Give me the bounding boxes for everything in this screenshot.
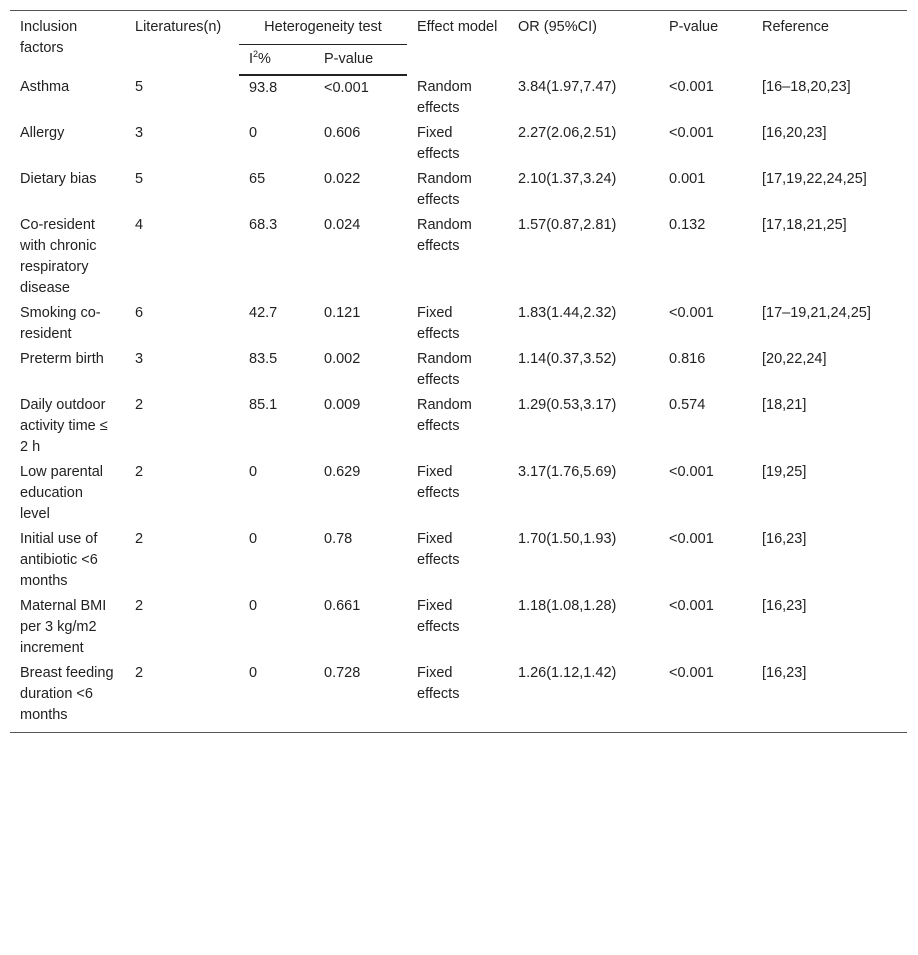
table-row bbox=[10, 460, 907, 527]
cell-effect-model: Fixed effects bbox=[417, 305, 460, 342]
cell-reference: [17–19,21,24,25] bbox=[762, 305, 871, 321]
cell-pvalue: <0.001 bbox=[669, 598, 714, 614]
cell-factor: Smoking co-resident bbox=[20, 305, 101, 342]
cell-effect-model: Fixed effects bbox=[417, 598, 460, 635]
cell-het-pvalue: 0.661 bbox=[324, 598, 361, 614]
header-reference: Reference bbox=[752, 11, 907, 76]
cell-het-pvalue: <0.001 bbox=[324, 80, 369, 96]
header-inclusion-factors: Inclusion factors bbox=[10, 11, 125, 76]
cell-pvalue: 0.574 bbox=[669, 397, 706, 413]
cell-i2: 0 bbox=[249, 464, 258, 480]
table-row bbox=[10, 75, 907, 121]
cell-pvalue: 0.001 bbox=[669, 171, 706, 187]
header-heterogeneity-label: Heterogeneity test bbox=[239, 17, 407, 45]
header-row-1 bbox=[10, 11, 907, 46]
header-heterogeneity-test bbox=[239, 11, 407, 46]
cell-i2: 0 bbox=[249, 125, 258, 141]
cell-factor: Preterm birth bbox=[20, 351, 104, 367]
cell-reference: [18,21] bbox=[762, 397, 807, 413]
cell-or-ci: 1.18(1.08,1.28) bbox=[518, 598, 617, 614]
cell-pvalue: <0.001 bbox=[669, 531, 714, 547]
table-row bbox=[10, 213, 907, 301]
cell-or-ci: 3.17(1.76,5.69) bbox=[518, 464, 617, 480]
header-pvalue: P-value bbox=[659, 11, 752, 76]
cell-het-pvalue: 0.606 bbox=[324, 125, 361, 141]
header-het-pvalue: P-value bbox=[314, 45, 407, 75]
cell-literatures: 4 bbox=[135, 217, 144, 233]
cell-or-ci: 1.83(1.44,2.32) bbox=[518, 305, 617, 321]
table-row bbox=[10, 167, 907, 213]
cell-het-pvalue: 0.002 bbox=[324, 351, 361, 367]
table-row bbox=[10, 527, 907, 594]
cell-factor: Daily outdoor activity time ≤ 2 h bbox=[20, 397, 108, 455]
cell-literatures: 5 bbox=[135, 79, 144, 95]
cell-reference: [16–18,20,23] bbox=[762, 79, 851, 95]
cell-pvalue: <0.001 bbox=[669, 125, 714, 141]
cell-effect-model: Random effects bbox=[417, 397, 472, 434]
cell-literatures: 2 bbox=[135, 464, 144, 480]
table-row bbox=[10, 594, 907, 661]
cell-factor: Breast feeding duration <6 months bbox=[10, 661, 125, 733]
cell-or-ci: 2.10(1.37,3.24) bbox=[518, 171, 617, 187]
cell-het-pvalue: 0.009 bbox=[324, 397, 361, 413]
cell-pvalue: 0.132 bbox=[669, 217, 706, 233]
cell-or-ci: 1.29(0.53,3.17) bbox=[518, 397, 617, 413]
cell-effect-model: Fixed effects bbox=[417, 464, 460, 501]
cell-factor: Dietary bias bbox=[20, 171, 97, 187]
cell-or-ci: 1.14(0.37,3.52) bbox=[518, 351, 617, 367]
cell-factor: Initial use of antibiotic <6 months bbox=[20, 531, 98, 589]
table-row bbox=[10, 347, 907, 393]
cell-or-ci: 1.57(0.87,2.81) bbox=[518, 217, 617, 233]
table-row bbox=[10, 301, 907, 347]
cell-i2: 0 bbox=[249, 598, 258, 614]
cell-i2: 83.5 bbox=[249, 351, 278, 367]
header-i2 bbox=[239, 45, 314, 75]
cell-pvalue: <0.001 bbox=[669, 79, 714, 95]
table-body bbox=[10, 75, 907, 733]
cell-pvalue: <0.001 bbox=[669, 305, 714, 321]
cell-het-pvalue: 0.728 bbox=[314, 661, 407, 733]
cell-factor: Asthma bbox=[20, 79, 70, 95]
cell-het-pvalue: 0.024 bbox=[324, 217, 361, 233]
cell-literatures: 2 bbox=[125, 661, 239, 733]
cell-effect-model: Fixed effects bbox=[417, 125, 460, 162]
cell-het-pvalue: 0.121 bbox=[324, 305, 361, 321]
cell-effect-model: Random effects bbox=[417, 217, 472, 254]
cell-het-pvalue: 0.022 bbox=[324, 171, 361, 187]
cell-factor: Co-resident with chronic respiratory disease bbox=[20, 217, 97, 296]
table-row bbox=[10, 121, 907, 167]
cell-i2: 68.3 bbox=[249, 217, 278, 233]
cell-reference: [16,23] bbox=[752, 661, 907, 733]
cell-reference: [16,20,23] bbox=[762, 125, 827, 141]
cell-effect-model: Random effects bbox=[417, 79, 472, 116]
cell-factor: Low parental education level bbox=[20, 464, 104, 522]
table-header bbox=[10, 11, 907, 76]
cell-literatures: 5 bbox=[135, 171, 144, 187]
cell-or-ci: 1.70(1.50,1.93) bbox=[518, 531, 617, 547]
cell-reference: [16,23] bbox=[762, 598, 807, 614]
table-row bbox=[10, 661, 907, 733]
cell-effect-model: Random effects bbox=[417, 351, 472, 388]
cell-i2: 93.8 bbox=[249, 80, 278, 96]
header-effect-model: Effect model bbox=[407, 11, 508, 76]
cell-effect-model: Fixed effects bbox=[407, 661, 508, 733]
cell-het-pvalue: 0.78 bbox=[324, 531, 353, 547]
cell-factor: Allergy bbox=[20, 125, 65, 141]
table-container bbox=[10, 10, 907, 733]
cell-i2: 85.1 bbox=[249, 397, 278, 413]
cell-i2: 0 bbox=[249, 531, 258, 547]
cell-or-ci: 1.26(1.12,1.42) bbox=[508, 661, 659, 733]
cell-literatures: 3 bbox=[135, 351, 144, 367]
table-row bbox=[10, 393, 907, 460]
cell-reference: [20,22,24] bbox=[762, 351, 827, 367]
cell-or-ci: 3.84(1.97,7.47) bbox=[518, 79, 617, 95]
cell-i2: 65 bbox=[249, 171, 266, 187]
risk-factor-table bbox=[10, 10, 907, 733]
header-i2-unit: % bbox=[258, 51, 271, 67]
cell-literatures: 2 bbox=[135, 598, 144, 614]
cell-reference: [19,25] bbox=[762, 464, 807, 480]
cell-literatures: 2 bbox=[135, 531, 144, 547]
cell-effect-model: Random effects bbox=[417, 171, 472, 208]
cell-effect-model: Fixed effects bbox=[417, 531, 460, 568]
header-i2-base: I bbox=[249, 51, 254, 67]
cell-pvalue: <0.001 bbox=[659, 661, 752, 733]
header-i2-sup: 2 bbox=[253, 49, 259, 59]
cell-het-pvalue: 0.629 bbox=[324, 464, 361, 480]
cell-pvalue: <0.001 bbox=[669, 464, 714, 480]
cell-reference: [16,23] bbox=[762, 531, 807, 547]
cell-pvalue: 0.816 bbox=[669, 351, 706, 367]
cell-reference: [17,19,22,24,25] bbox=[762, 171, 867, 187]
cell-literatures: 2 bbox=[135, 397, 144, 413]
header-or-ci: OR (95%CI) bbox=[508, 11, 659, 76]
header-literatures: Literatures(n) bbox=[125, 11, 239, 76]
cell-factor: Maternal BMI per 3 kg/m2 increment bbox=[20, 598, 107, 656]
cell-reference: [17,18,21,25] bbox=[762, 217, 847, 233]
cell-literatures: 3 bbox=[135, 125, 144, 141]
cell-i2: 42.7 bbox=[249, 305, 278, 321]
cell-i2: 0 bbox=[239, 661, 314, 733]
cell-literatures: 6 bbox=[135, 305, 144, 321]
cell-or-ci: 2.27(2.06,2.51) bbox=[518, 125, 617, 141]
